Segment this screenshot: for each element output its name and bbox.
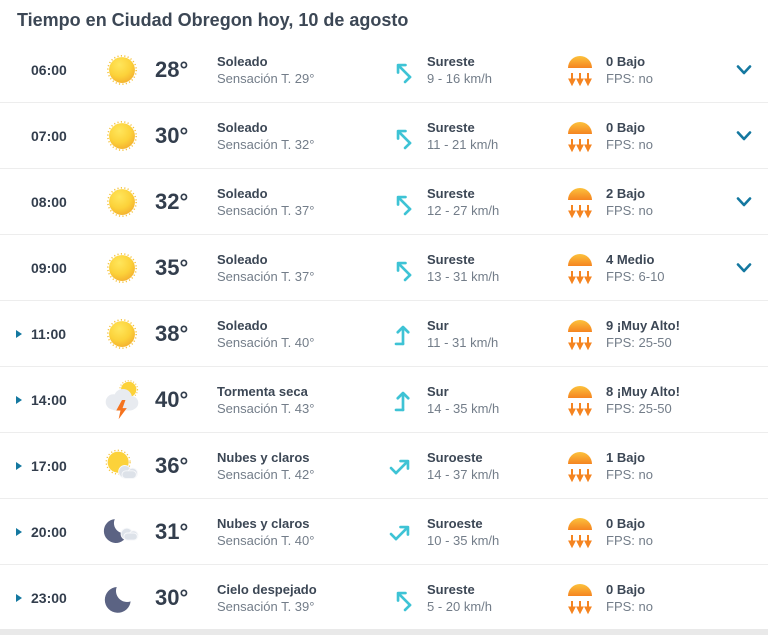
uv-index-icon	[564, 383, 596, 417]
row-temperature: 40°	[155, 386, 189, 412]
condition-label: Tormenta seca	[217, 383, 308, 399]
uv-index-icon	[564, 581, 596, 615]
feels-like-label: Sensación T. 40°	[217, 532, 315, 548]
uv-index-label: 2 Bajo	[606, 185, 646, 201]
forecast-row[interactable]	[0, 37, 768, 103]
current-marker-icon	[16, 396, 22, 404]
condition-label: Nubes y claros	[217, 449, 310, 465]
row-temperature: 38°	[155, 320, 189, 346]
feels-like-label: Sensación T. 43°	[217, 400, 315, 416]
uv-fps-label: FPS: no	[606, 70, 653, 86]
uv-index-icon	[564, 317, 596, 351]
forecast-row[interactable]	[0, 301, 768, 367]
row-temperature: 28°	[155, 56, 189, 82]
wind-arrow-icon	[389, 518, 417, 546]
row-temperature: 31°	[155, 518, 189, 544]
current-marker-icon	[16, 594, 22, 602]
expand-chevron-icon[interactable]	[722, 128, 754, 144]
wind-arrow-icon	[389, 254, 417, 282]
forecast-row[interactable]	[0, 169, 768, 235]
uv-index-label: 0 Bajo	[606, 515, 646, 531]
feels-like-label: Sensación T. 32°	[217, 136, 315, 152]
sunny-icon	[99, 113, 145, 159]
condition-label: Cielo despejado	[217, 582, 317, 597]
uv-index-label: 9 ¡Muy Alto!	[606, 317, 680, 333]
row-temperature: 30°	[155, 122, 189, 148]
row-temperature: 35°	[155, 254, 189, 280]
wind-speed-label: 11 - 31 km/h	[427, 334, 499, 350]
uv-fps-label: FPS: no	[606, 532, 653, 548]
expand-chevron-icon[interactable]	[722, 194, 754, 210]
uv-index-icon	[564, 251, 596, 285]
page-title: Tiempo en Ciudad Obregon hoy, 10 de agosto	[17, 10, 409, 30]
wind-direction-label: Sureste	[427, 582, 475, 597]
uv-index-label: 4 Medio	[606, 251, 655, 267]
moon-cloud-icon	[99, 509, 145, 555]
wind-speed-label: 12 - 27 km/h	[427, 202, 500, 218]
wind-speed-label: 14 - 35 km/h	[427, 400, 500, 416]
condition-label: Soleado	[217, 251, 268, 267]
expand-chevron-icon[interactable]	[722, 62, 754, 78]
feels-like-label: Sensación T. 29°	[217, 70, 315, 86]
storm-icon	[99, 377, 145, 423]
forecast-row[interactable]	[0, 235, 768, 301]
wind-speed-label: 9 - 16 km/h	[427, 70, 493, 86]
sunny-icon	[99, 311, 145, 357]
wind-arrow-icon	[389, 320, 417, 348]
wind-speed-label: 13 - 31 km/h	[427, 268, 500, 284]
wind-direction-label: Sureste	[427, 185, 475, 201]
uv-fps-label: FPS: no	[606, 202, 653, 218]
next-section-divider	[0, 629, 768, 635]
sun-cloud-icon	[99, 443, 145, 489]
sunny-icon	[99, 179, 145, 225]
uv-index-icon	[564, 449, 596, 483]
wind-arrow-icon	[389, 584, 417, 612]
forecast-row[interactable]	[0, 367, 768, 433]
moon-icon	[99, 575, 145, 621]
uv-index-icon	[564, 119, 596, 153]
feels-like-label: Sensación T. 37°	[217, 268, 315, 284]
row-temperature: 30°	[155, 585, 189, 610]
wind-speed-label: 11 - 21 km/h	[427, 136, 499, 152]
feels-like-label: Sensación T. 37°	[217, 202, 315, 218]
wind-arrow-icon	[389, 122, 417, 150]
uv-index-icon	[564, 515, 596, 549]
row-time: 23:00	[31, 590, 67, 606]
wind-direction-label: Sur	[427, 383, 449, 399]
wind-arrow-icon	[389, 188, 417, 216]
uv-index-icon	[564, 53, 596, 87]
uv-fps-label: FPS: 25-50	[606, 400, 672, 416]
forecast-row[interactable]	[0, 565, 768, 631]
wind-arrow-icon	[389, 452, 417, 480]
current-marker-icon	[16, 528, 22, 536]
feels-like-label: Sensación T. 39°	[217, 599, 315, 614]
forecast-row[interactable]	[0, 433, 768, 499]
uv-index-label: 8 ¡Muy Alto!	[606, 383, 680, 399]
condition-label: Soleado	[217, 119, 268, 135]
expand-chevron-icon[interactable]	[722, 260, 754, 276]
uv-index-label: 1 Bajo	[606, 449, 646, 465]
condition-label: Soleado	[217, 317, 268, 333]
wind-direction-label: Sur	[427, 317, 449, 333]
forecast-row[interactable]	[0, 499, 768, 565]
forecast-row[interactable]	[0, 103, 768, 169]
uv-fps-label: FPS: 6-10	[606, 268, 665, 284]
wind-speed-label: 5 - 20 km/h	[427, 599, 493, 614]
condition-label: Soleado	[217, 53, 268, 69]
current-marker-icon	[16, 462, 22, 470]
row-temperature: 32°	[155, 188, 189, 214]
wind-speed-label: 10 - 35 km/h	[427, 532, 500, 548]
uv-fps-label: FPS: 25-50	[606, 334, 672, 350]
sunny-icon	[99, 47, 145, 93]
row-time: 09:00	[31, 259, 67, 276]
uv-fps-label: FPS: no	[606, 599, 653, 614]
feels-like-label: Sensación T. 40°	[217, 334, 315, 350]
wind-speed-label: 14 - 37 km/h	[427, 466, 500, 482]
row-time: 20:00	[31, 523, 67, 540]
wind-direction-label: Sureste	[427, 251, 475, 267]
condition-label: Nubes y claros	[217, 515, 310, 531]
condition-label: Soleado	[217, 185, 268, 201]
wind-direction-label: Suroeste	[427, 449, 483, 465]
row-time: 06:00	[31, 61, 67, 78]
uv-index-icon	[564, 185, 596, 219]
row-time: 07:00	[31, 127, 67, 144]
row-time: 11:00	[31, 325, 67, 342]
sunny-icon	[99, 245, 145, 291]
row-time: 14:00	[31, 391, 67, 408]
wind-arrow-icon	[389, 386, 417, 414]
uv-fps-label: FPS: no	[606, 136, 653, 152]
current-marker-icon	[16, 330, 22, 338]
wind-direction-label: Suroeste	[427, 515, 483, 531]
uv-index-label: 0 Bajo	[606, 53, 646, 69]
uv-fps-label: FPS: no	[606, 466, 653, 482]
forecast-list	[0, 37, 768, 631]
feels-like-label: Sensación T. 42°	[217, 466, 315, 482]
wind-arrow-icon	[389, 56, 417, 84]
wind-direction-label: Sureste	[427, 53, 475, 69]
uv-index-label: 0 Bajo	[606, 582, 646, 597]
row-time: 17:00	[31, 457, 67, 474]
uv-index-label: 0 Bajo	[606, 119, 646, 135]
row-temperature: 36°	[155, 452, 189, 478]
row-time: 08:00	[31, 193, 67, 210]
wind-direction-label: Sureste	[427, 119, 475, 135]
